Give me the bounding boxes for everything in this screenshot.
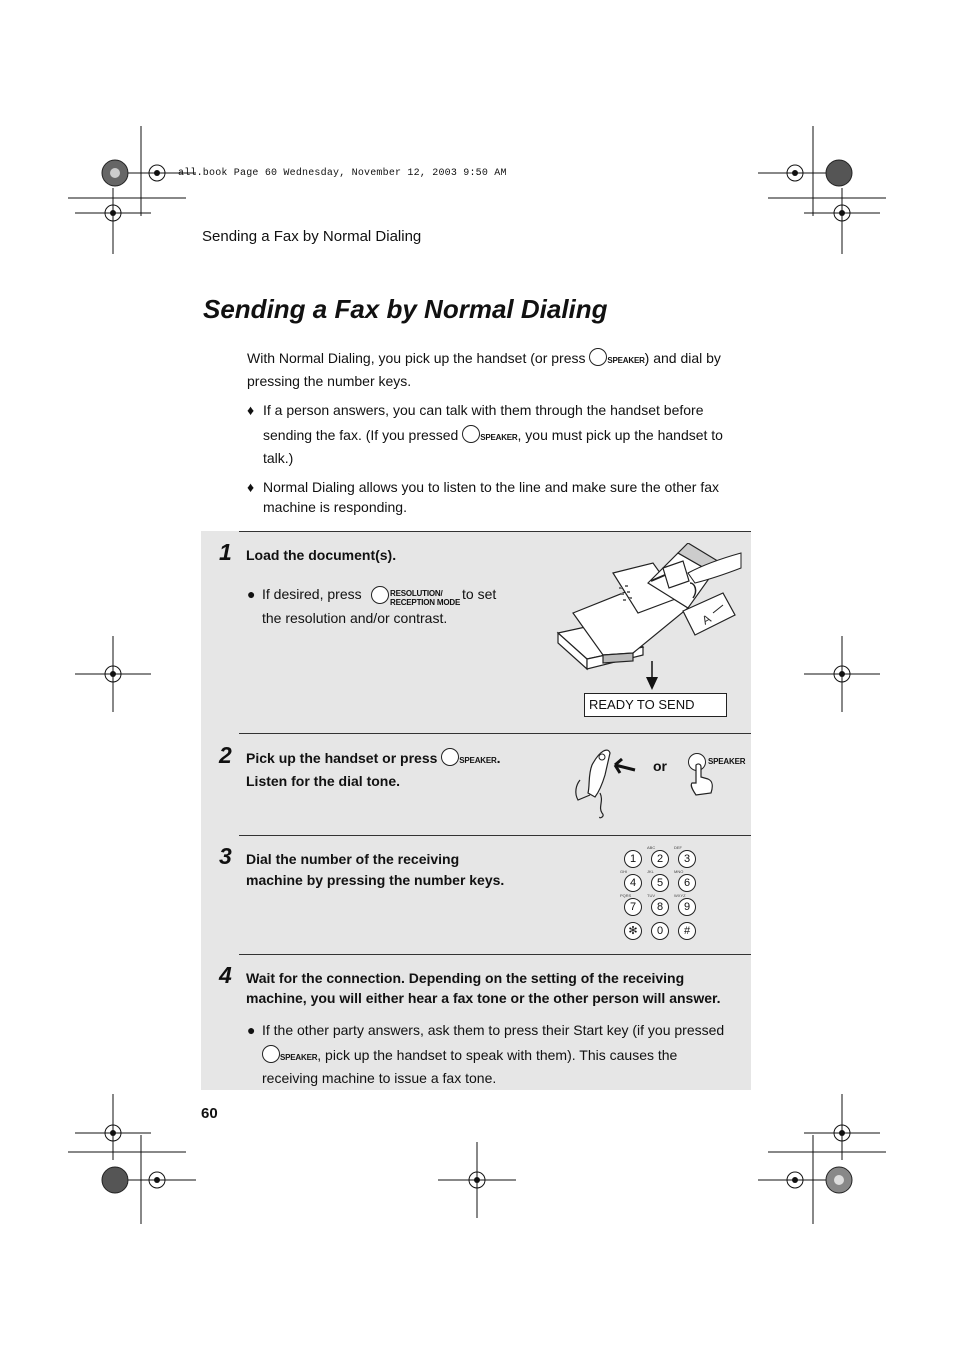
step-1-heading: Load the document(s). bbox=[246, 547, 397, 563]
step-4-text bbox=[246, 968, 746, 1008]
round-bullet-icon: ● bbox=[247, 1022, 256, 1038]
step-2-text bbox=[246, 748, 546, 791]
step-2-line1-before: Pick up the handset or press bbox=[246, 750, 438, 766]
step-1-bullet bbox=[262, 584, 522, 628]
step-4-line2: machine, you will either hear a fax tone or the other person will answer. bbox=[246, 990, 721, 1006]
step-1-bullet-before: If desired, press bbox=[262, 586, 362, 602]
keypad-sub-mno: MNO bbox=[674, 869, 684, 874]
speaker-button-label: SPEAKER bbox=[280, 1053, 318, 1062]
step-1-bullet-line2: the resolution and/or contrast. bbox=[262, 610, 448, 626]
step-1-number: 1 bbox=[219, 539, 232, 565]
step-1-bullet-after: to set bbox=[462, 586, 497, 602]
step-2-line2: Listen for the dial tone. bbox=[246, 773, 401, 789]
speaker-button-label: SPEAKER bbox=[607, 356, 645, 365]
number-keypad bbox=[616, 843, 706, 943]
bullet-2-line1: Normal Dialing allows you to listen to the line and make sure the other fax bbox=[263, 479, 720, 495]
intro-line1-before: With Normal Dialing, you pick up the handset (or press bbox=[247, 350, 586, 366]
step-4-bullet-line1: If the other party answers, ask them to press their Start key (if you pressed bbox=[262, 1022, 725, 1038]
speaker-button-icon bbox=[441, 748, 459, 766]
keypad-sub-def: DEF bbox=[674, 845, 682, 850]
keypad-key-star[interactable]: ✻ bbox=[624, 922, 642, 940]
keypad-key-6[interactable]: 6 bbox=[678, 874, 696, 892]
resolution-button-icon bbox=[371, 586, 389, 604]
keypad-sub-pqrs: PQRS bbox=[620, 893, 632, 898]
step-4-bullet-line3: receiving machine to issue a fax tone. bbox=[262, 1070, 497, 1086]
bullet-1 bbox=[263, 400, 753, 468]
step-4-bullet bbox=[262, 1020, 747, 1088]
keypad-key-3[interactable]: 3 bbox=[678, 850, 696, 868]
diamond-bullet-icon: ♦ bbox=[247, 479, 255, 495]
step-divider bbox=[239, 531, 751, 532]
resolution-label-line1: RESOLUTION/ bbox=[390, 589, 443, 598]
resolution-button-label bbox=[390, 589, 460, 607]
speaker-press-illustration bbox=[688, 753, 748, 801]
svg-text:A: A bbox=[699, 611, 714, 628]
speaker-button-icon bbox=[462, 425, 480, 443]
keypad-key-0[interactable]: 0 bbox=[651, 922, 669, 940]
lcd-display: READY TO SEND bbox=[584, 693, 727, 717]
keypad-key-9[interactable]: 9 bbox=[678, 898, 696, 916]
step-3-line2: machine by pressing the number keys. bbox=[246, 872, 505, 888]
keypad-sub-jkl: JKL bbox=[647, 869, 654, 874]
page-number: 60 bbox=[201, 1105, 218, 1122]
bullet-1-line3: talk.) bbox=[263, 450, 294, 466]
handset-icon bbox=[570, 745, 640, 820]
down-arrow-icon bbox=[645, 661, 659, 691]
round-bullet-icon: ● bbox=[247, 586, 256, 602]
bullet-1-line1: If a person answers, you can talk with them through the handset before bbox=[263, 402, 704, 418]
keypad-sub-wxyz: WXYZ bbox=[674, 893, 686, 898]
step-4-number: 4 bbox=[219, 962, 232, 988]
speaker-button-label: SPEAKER bbox=[459, 756, 497, 765]
step-4-line1: Wait for the connection. Depending on the setting of the receiving bbox=[246, 970, 685, 986]
bullet-2-line2: machine is responding. bbox=[263, 499, 407, 515]
step-3-text bbox=[246, 849, 504, 891]
diamond-bullet-icon: ♦ bbox=[247, 402, 255, 418]
keypad-key-hash[interactable]: # bbox=[678, 922, 696, 940]
keypad-sub-ghi: GHI bbox=[620, 869, 628, 874]
step-divider bbox=[239, 835, 751, 836]
keypad-key-8[interactable]: 8 bbox=[651, 898, 669, 916]
step-divider bbox=[239, 733, 751, 734]
resolution-label-line2: RECEPTION MODE bbox=[390, 598, 461, 607]
intro-line1-after: ) and dial by bbox=[644, 350, 721, 366]
intro-paragraph bbox=[247, 348, 757, 391]
bullet-1-line2-before: sending the fax. (If you pressed bbox=[263, 427, 459, 443]
bullet-2 bbox=[263, 477, 753, 517]
step-2-line1-after: . bbox=[496, 750, 501, 766]
step-3-line1: Dial the number of the receiving bbox=[246, 851, 460, 867]
speaker-button-label: SPEAKER bbox=[480, 433, 518, 442]
keypad-sub-abc: ABC bbox=[647, 845, 656, 850]
or-label: or bbox=[653, 758, 667, 774]
running-header: Sending a Fax by Normal Dialing bbox=[202, 228, 422, 245]
keypad-sub-tuv: TUV bbox=[647, 893, 655, 898]
speaker-button-label: SPEAKER bbox=[708, 757, 746, 766]
print-header: all.book Page 60 Wednesday, November 12, 2003 9:50 AM bbox=[178, 168, 507, 179]
step-divider bbox=[239, 954, 751, 955]
step-3-number: 3 bbox=[219, 843, 232, 869]
keypad-key-4[interactable]: 4 bbox=[624, 874, 642, 892]
keypad-key-7[interactable]: 7 bbox=[624, 898, 642, 916]
intro-line2: pressing the number keys. bbox=[247, 373, 412, 389]
page-title: Sending a Fax by Normal Dialing bbox=[203, 294, 608, 324]
keypad-key-5[interactable]: 5 bbox=[651, 874, 669, 892]
bullet-1-line2-after: , you must pick up the handset to bbox=[517, 427, 723, 443]
keypad-key-2[interactable]: 2 bbox=[651, 850, 669, 868]
speaker-button-icon bbox=[262, 1045, 280, 1063]
step-4-bullet-line2: , pick up the handset to speak with them). This causes the bbox=[317, 1047, 678, 1063]
speaker-button-icon bbox=[589, 348, 607, 366]
step-2-number: 2 bbox=[219, 742, 232, 768]
keypad-key-1[interactable]: 1 bbox=[624, 850, 642, 868]
finger-icon bbox=[686, 763, 716, 799]
